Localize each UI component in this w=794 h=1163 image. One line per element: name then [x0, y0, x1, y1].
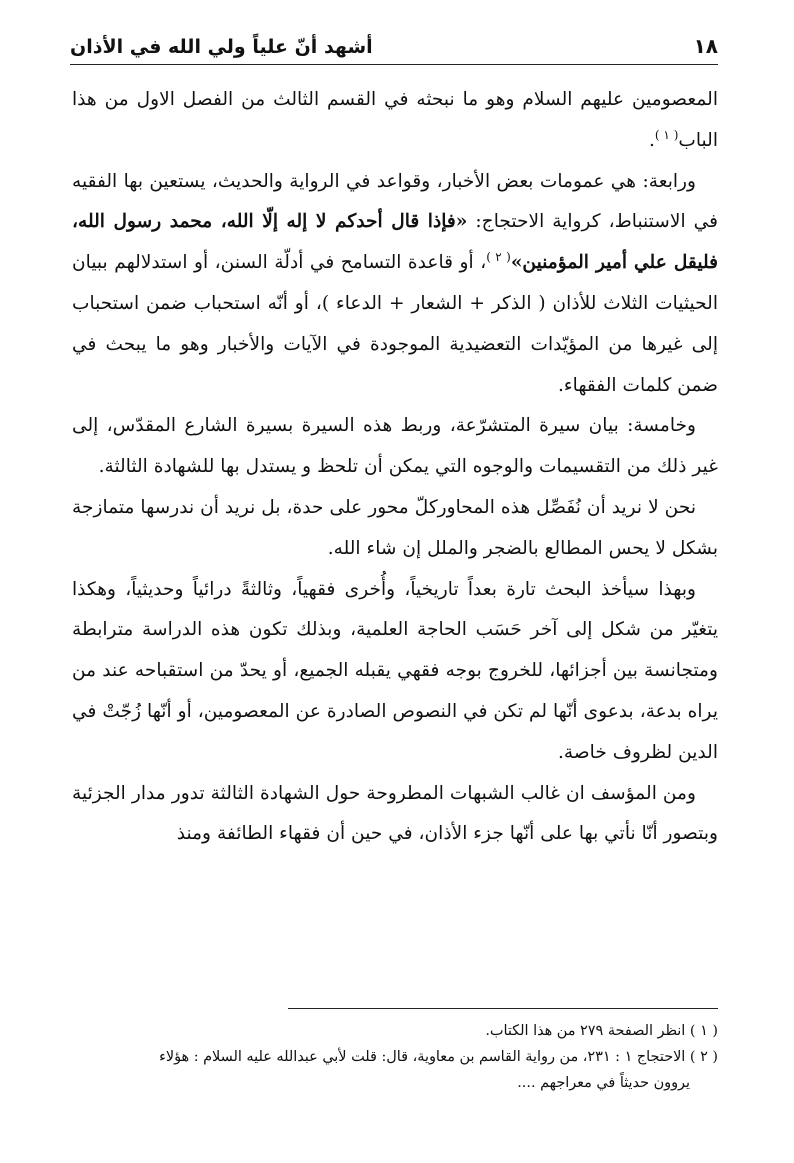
- footnote-2: ( ٢ ) الاحتجاج ١ : ٢٣١، من رواية القاسم بن معاوية، قال: قلت لأبي عبدالله عليه السلام : هؤلاء: [159, 1049, 718, 1065]
- running-title: أشهد أنّ علياً ولي الله في الأذان: [70, 36, 373, 58]
- footnote-ref-2: ( ٢ ): [486, 250, 511, 264]
- paragraph-1-end: .: [649, 129, 655, 151]
- page-number: ١٨: [693, 34, 718, 58]
- body-text: [72, 80, 718, 855]
- footnote-1: ( ١ ) انظر الصفحة ٢٧٩ من هذا الكتاب.: [485, 1023, 718, 1039]
- paragraph-2-end: ، أو قاعدة التسامح في أدلّة السنن، أو استدلالهم ببيان الحيثيات الثلاث للأذان ( الذكر + الشعار + الدعاء )، أو أنّه استحباب ضمن استحباب إلى غيرها من المؤيّدات التعضيدية الموجودة في الآيات والأخبار وهو ما يبحث في ضمن كلمات الفقهاء.: [72, 252, 718, 396]
- paragraph-5: وبهذا سيأخذ البحث تارة بعداً تاريخياً، وأُخرى فقهياً، وثالثةً درائياً وحديثياً، وهكذا يتغيّر من شكل إلى آخر حَسَب الحاجة العلمية، وبذلك تكون هذه الدراسة مترابطة ومتجانسة بين أجزائها، للخروج بوجه فقهي يقبله الجميع، أو يحدّ من استقباحه عند من يراه بدعة، بدعوى أنّها لم تكن في النصوص الصادرة عن المعصومين، أو أنّها زُجّتْ في الدين لظروف خاصة.: [72, 578, 718, 763]
- page-header: [70, 28, 718, 65]
- paragraph-1: [72, 80, 718, 162]
- footnote-separator: [288, 1008, 718, 1009]
- paragraph-2-start: ورابعة: هي عمومات بعض الأخبار، وقواعد في الرواية والحديث، يستعين بها الفقيه في الاستنباط، كرواية الاحتجاج:: [72, 170, 718, 233]
- paragraph-4: نحن لا نريد أن نُفَصِّل هذه المحاوركلّ محور على حدة، بل نريد أن ندرسها متمازجة بشكل لا يحس المطالع بالضجر والملل إن شاء الله.: [72, 496, 718, 559]
- footnotes: [70, 1018, 718, 1096]
- footnote-2-continuation: يروون حديثاً في معراجهم ....: [517, 1075, 690, 1091]
- paragraph-3: وخامسة: بيان سيرة المتشرّعة، وربط هذه السيرة بسيرة الشارع المقدّس، إلى غير ذلك من التقسيمات والوجوه التي يمكن أن تلحظ و يستدل بها للشهادة الثالثة.: [72, 415, 718, 478]
- paragraph-2: [72, 162, 718, 407]
- paragraph-6: ومن المؤسف ان غالب الشبهات المطروحة حول الشهادة الثالثة تدور مدار الجزئية وبتصور أنّا نأتي بها على أنّها جزء الأذان، في حين أن فقهاء الطائفة ومنذ: [72, 782, 718, 845]
- paragraph-1-text: المعصومين عليهم السلام وهو ما نبحثه في القسم الثالث من الفصل الاول من هذا الباب: [72, 89, 718, 151]
- footnote-ref-1: ( ١ ): [654, 127, 679, 142]
- hadith-quote: «فإذا قال أحدكم لا إله إلّا الله، محمد رسول الله، فليقل علي أمير المؤمنين»: [72, 211, 718, 274]
